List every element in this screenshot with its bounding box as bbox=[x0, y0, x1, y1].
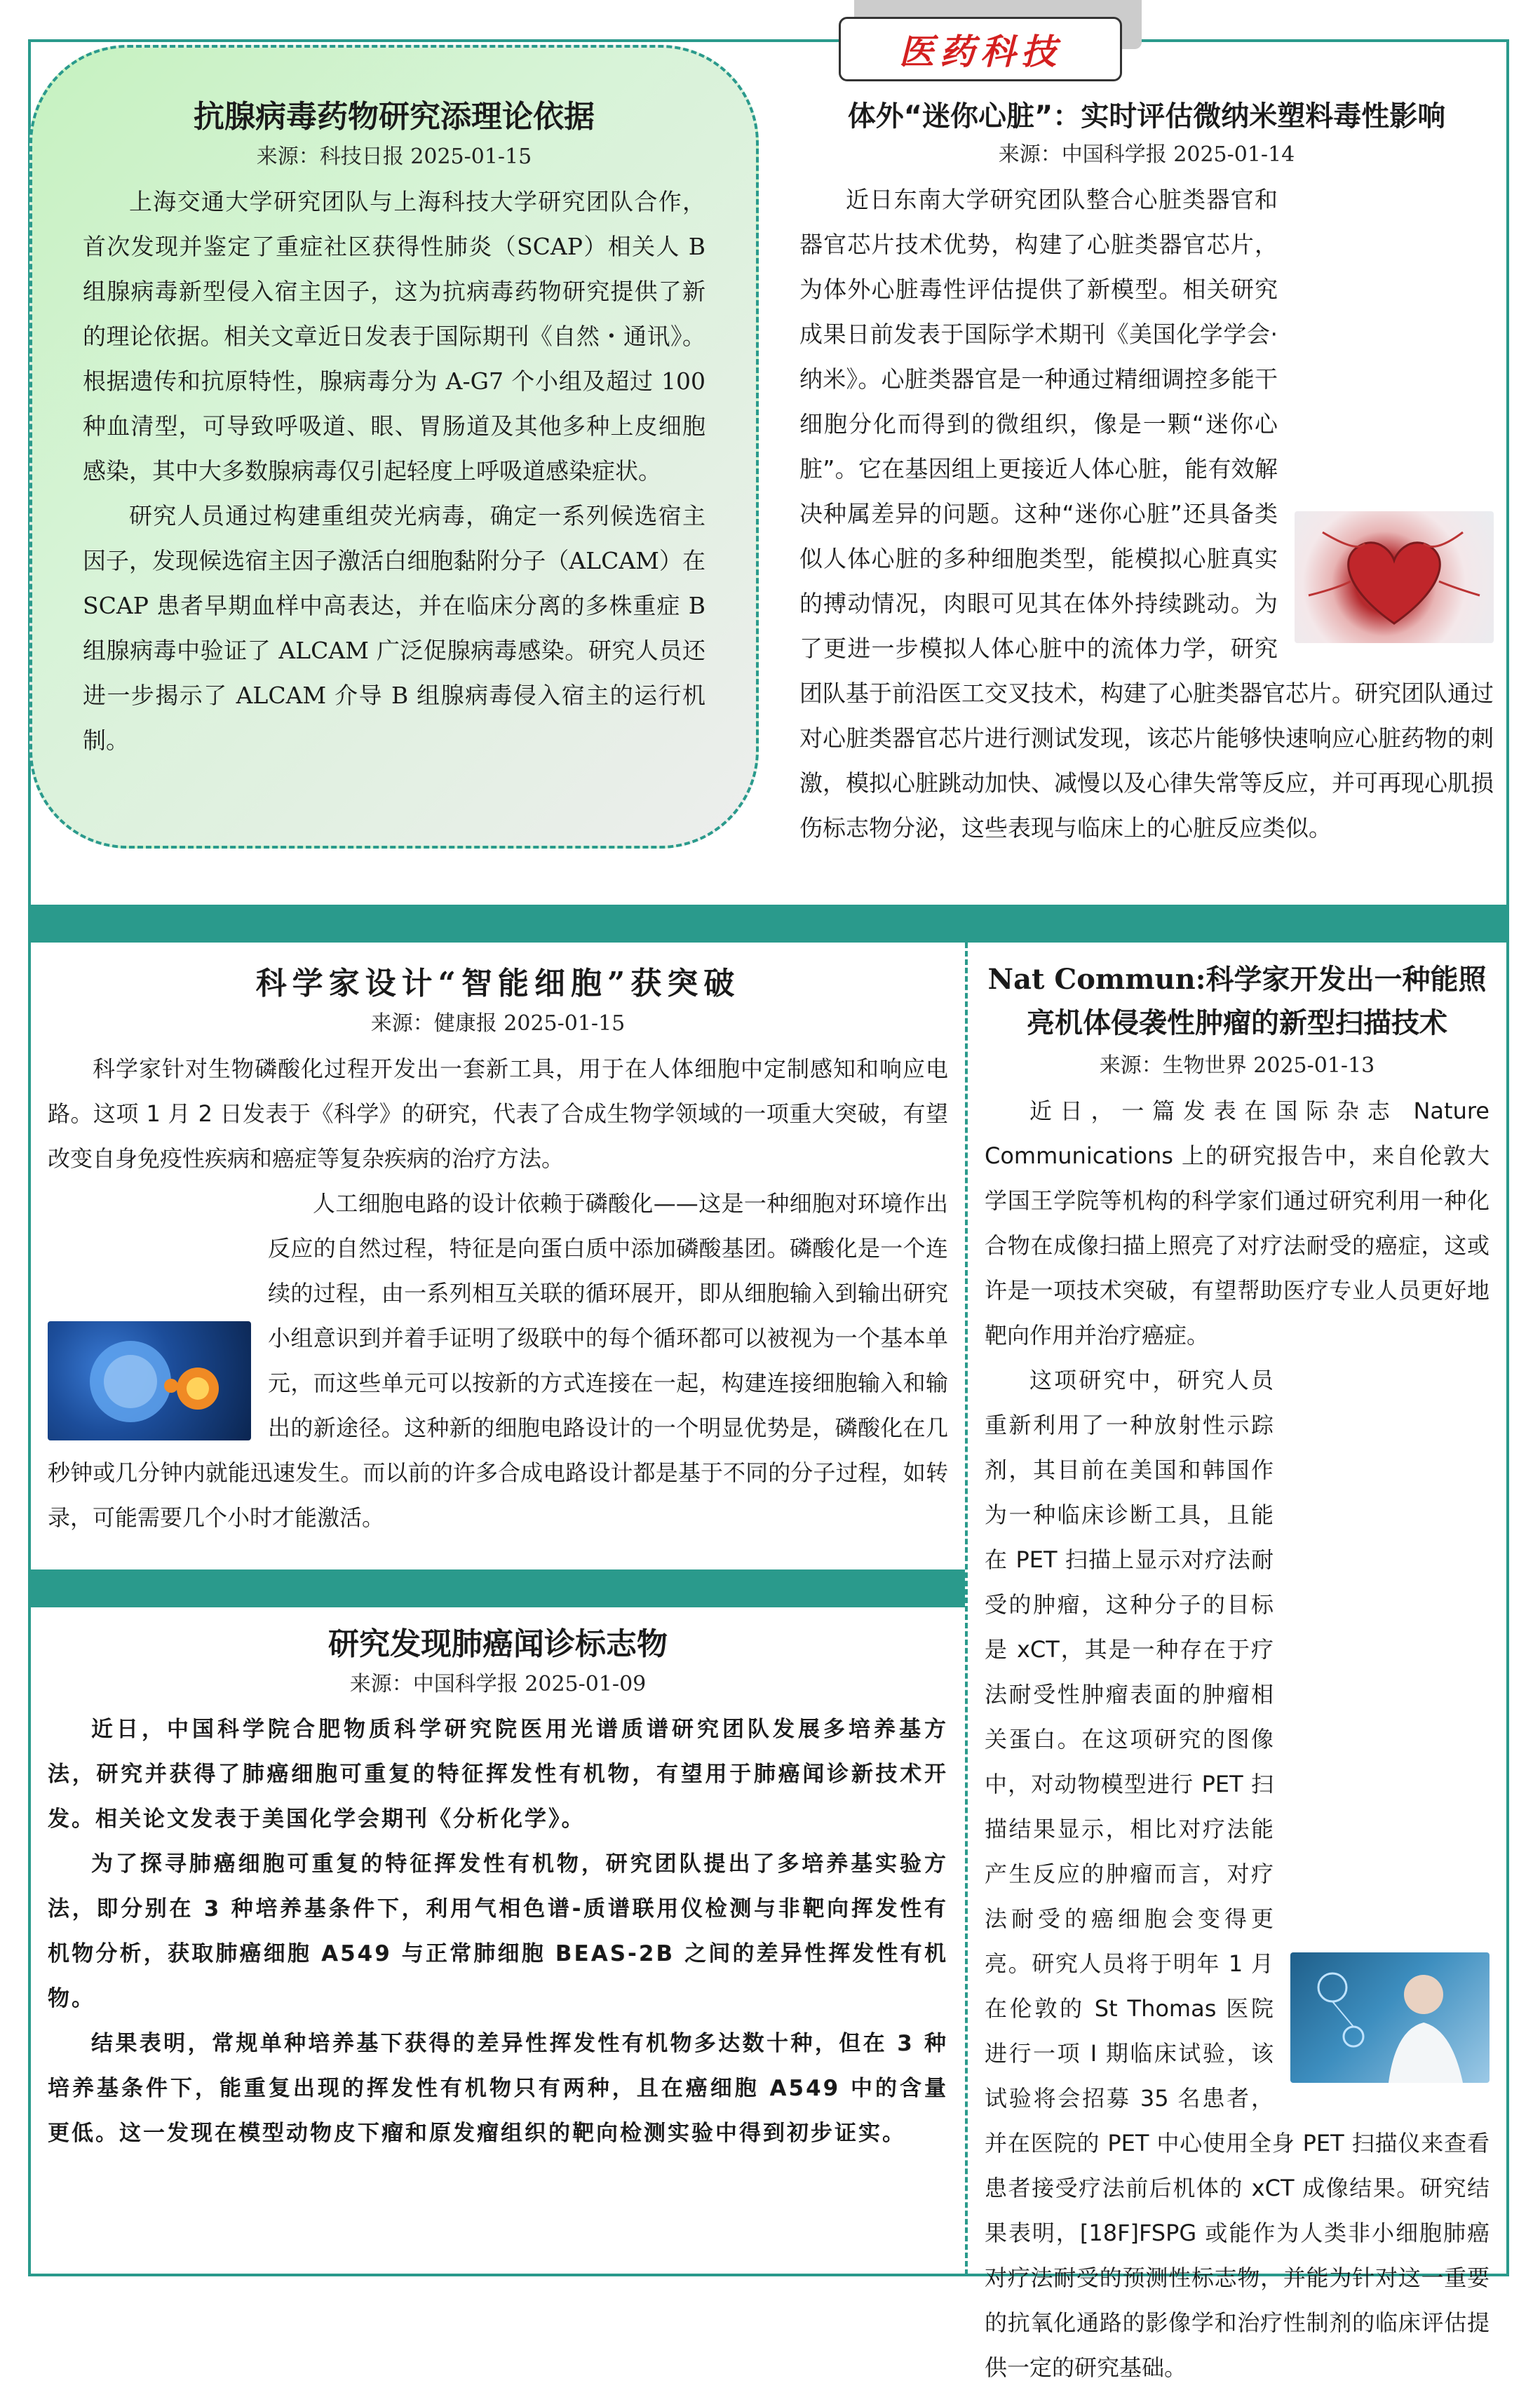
article-title: 抗腺病毒药物研究添理论依据 bbox=[194, 99, 595, 135]
section-divider-band bbox=[28, 1569, 965, 1607]
article-title-cn: 科学家开发出一种能照亮机体侵袭性肿瘤的新型扫描技术 bbox=[1027, 963, 1487, 1039]
article-lung-cancer bbox=[48, 1619, 948, 2156]
cell-image bbox=[48, 1321, 251, 1440]
header-tag-text: 医药科技 bbox=[899, 31, 1062, 72]
article-paragraph: 上海交通大学研究团队与上海科技大学研究团队合作，首次发现并鉴定了重症社区获得性肺炎（SCAP）相关人 B 组腺病毒新型侵入宿主因子，这为抗病毒药物研究提供了新的理论依据。相关文章近日发表于国际期刊《自然・通讯》。根据遗传和抗原特性，腺病毒分为 A-G7 个小组及超过 100 种血清型，可导致呼吸道、眼、胃肠道及其他多种上皮细胞感染，其中大多数腺病毒仅引起轻度上呼吸道感染症状。 bbox=[83, 188, 705, 485]
article-source: 来源：中国科学报 2025-01-14 bbox=[998, 142, 1295, 167]
article-source: 来源：健康报 2025-01-15 bbox=[370, 1011, 626, 1036]
article-title: 研究发现肺癌闻诊标志物 bbox=[328, 1626, 668, 1662]
article-adenovirus bbox=[29, 45, 759, 849]
article-paragraph: 近日，一篇发表在国际杂志 Nature Communications 上的研究报告中，来自伦敦大学国王学院等机构的科学家们通过研究利用一种化合物在成像扫描上照亮了对疗法耐受的癌症，这或许是一项技术突破，有望帮助医疗专业人员更好地靶向作用并治疗癌症。 bbox=[985, 1098, 1490, 1349]
article-paragraph: 人工细胞电路的设计依赖于磷酸化——这是一种细胞对环境作出反应的自然过程，特征是向蛋白质中添加磷酸基团。磷酸化是一个连续的过程，由一系列相互关联的循环展开，即从细胞输入到输出研究小组意识到并着手证明了级联中的每个循环都可以被视为一个基本单元，而这些单元可以按新的方式连接在一起，构建连接细胞输入和输出的新途径。这种新的细胞电路设计的一个明显优势是，磷酸化在几秒钟或几分钟内就能迅速发生。而以前的许多合成电路设计都是基于不同的分子过程，如转录，可能需要几个小时才能激活。 bbox=[48, 1190, 948, 1531]
article-title bbox=[985, 958, 1490, 1045]
article-paragraph: 为了探寻肺癌细胞可重复的特征挥发性有机物，研究团队提出了多培养基实验方法，即分别在 3 种培养基条件下，利用气相色谱-质谱联用仪检测与非靶向挥发性有机物分析，获取肺癌细胞 A549 与正常肺细胞 BEAS-2B 之间的差异性挥发性有机物。 bbox=[48, 1851, 948, 2011]
article-paragraph: 近日，中国科学院合肥物质科学研究院医用光谱质谱研究团队发展多培养基方法，研究并获得了肺癌细胞可重复的特征挥发性有机物，有望用于肺癌闻诊新技术开发。相关论文发表于美国化学会期刊《分析化学》。 bbox=[48, 1717, 948, 1832]
article-smart-cell bbox=[48, 958, 948, 1540]
article-title: 科学家设计“智能细胞”获突破 bbox=[255, 966, 741, 1001]
article-paragraph: 研究人员通过构建重组荧光病毒，确定一系列候选宿主因子，发现候选宿主因子激活白细胞黏附分子（ALCAM）在 SCAP 患者早期血样中高表达，并在临床分离的多株重症 B 组腺病毒中验证了 ALCAM 广泛促腺病毒感染。研究人员还进一步揭示了 ALCAM 介导 B 组腺病毒侵入宿主的运行机制。 bbox=[83, 502, 705, 754]
heart-icon bbox=[1295, 511, 1494, 643]
doctor-image bbox=[1290, 1952, 1490, 2083]
article-title-en: Nat Commun: bbox=[987, 963, 1206, 996]
article-paragraph: 这项研究中，研究人员重新利用了一种放射性示踪剂，其目前在美国和韩国作为一种临床诊断工具，且能在 PET 扫描上显示对疗法耐受的肿瘤，这种分子的目标是 xCT，其是一种存在于疗法耐受性肿瘤表面的肿瘤相关蛋白。在这项研究的图像中，对动物模型进行 PET 扫描结果显示，相比对疗法能产生反应的肿瘤而言，对疗法耐受的癌细胞会变得更亮。研究人员将于明年 1 月在伦敦的 St Thomas 医院进行一项 I 期临床试验，该试验将会招募 35 名患者，并在医院的 PET 中心使用全身 PET 扫描仪来查看患者接受疗法前后机体的 xCT 成像结果。研究结果表明，[18F]FSPG 或能作为人类非小细胞肺癌对疗法耐受的预测性标志物，并能为针对这一重要的抗氧化通路的影像学和治疗性制剂的临床评估提供一定的研究基础。 bbox=[985, 1367, 1490, 2381]
cell-icon bbox=[48, 1321, 251, 1440]
section-divider-band bbox=[28, 905, 1509, 943]
article-paragraph: 结果表明，常规单种培养基下获得的差异性挥发性有机物多达数十种，但在 3 种培养基条件下，能重复出现的挥发性有机物只有两种，且在癌细胞 A549 中的含量更低。这一发现在模型动物皮下瘤和原发瘤组织的靶向检测实验中得到初步证实。 bbox=[48, 2031, 948, 2146]
heart-image bbox=[1295, 511, 1494, 643]
doctor-icon bbox=[1290, 1952, 1490, 2083]
article-tumor-scan bbox=[985, 958, 1490, 2390]
article-paragraph: 科学家针对生物磷酸化过程开发出一套新工具，用于在人体细胞中定制感知和响应电路。这项 1 月 2 日发表于《科学》的研究，代表了合成生物学领域的一项重大突破，有望改变自身免疫性疾病和癌症等复杂疾病的治疗方法。 bbox=[48, 1055, 948, 1172]
column-separator bbox=[965, 943, 968, 2275]
header-tag bbox=[839, 17, 1122, 81]
article-source: 来源：科技日报 2025-01-15 bbox=[256, 144, 532, 169]
article-title: 体外“迷你心脏”：实时评估微纳米塑料毒性影响 bbox=[847, 100, 1446, 133]
article-paragraph: 近日东南大学研究团队整合心脏类器官和器官芯片技术优势，构建了心脏类器官芯片，为体外心脏毒性评估提供了新模型。相关研究成果日前发表于国际学术期刊《美国化学学会·纳米》。心脏类器官是一种通过精细调控多能干细胞分化而得到的微组织，像是一颗“迷你心脏”。它在基因组上更接近人体心脏，能有效解决种属差异的问题。这种“迷你心脏”还具备类似人体心脏的多种细胞类型，能模拟心脏真实的搏动情况，肉眼可见其在体外持续跳动。为了更进一步模拟人体心脏中的流体力学，研究团队基于前沿医工交叉技术，构建了心脏类器官芯片。研究团队通过对心脏类器官芯片进行测试发现，该芯片能够快速响应心脏药物的刺激，模拟心脏跳动加快、减慢以及心律失常等反应，并可再现心肌损伤标志物分泌，这些表现与临床上的心脏反应类似。 bbox=[799, 186, 1494, 842]
article-source: 来源：中国科学报 2025-01-09 bbox=[349, 1672, 647, 1696]
article-mini-heart bbox=[799, 94, 1494, 851]
article-source: 来源：生物世界 2025-01-13 bbox=[1099, 1053, 1375, 1078]
